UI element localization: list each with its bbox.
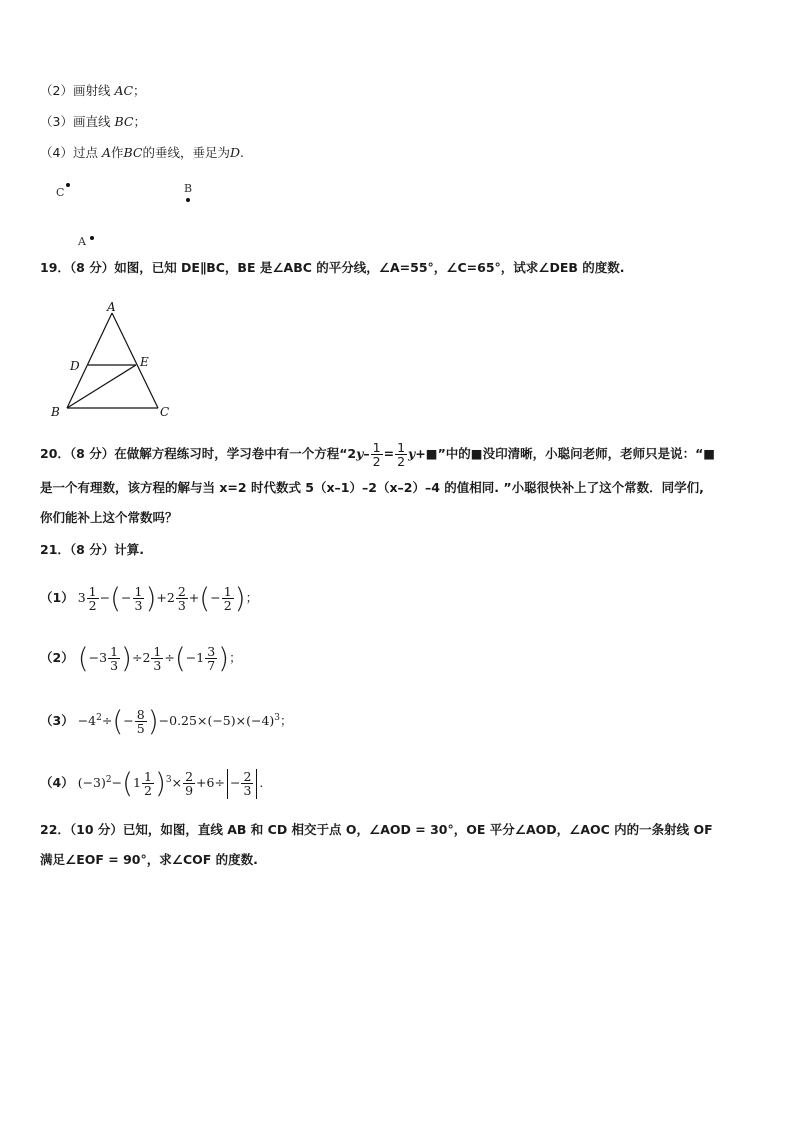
q20-line2: 是一个有理数，该方程的解与当 x=2 时代数式 5（x–1）–2（x–2）–4 的值相同. ”小聪很快补上了这个常数．同学们, xyxy=(40,480,704,495)
point-c-dot xyxy=(66,183,70,187)
point-b-dot xyxy=(186,198,190,202)
q21-expr-3: $(3) -4^2\div(-$ $\frac{8}{5}$ )$-0.25\times(-5)\times(-4)^3$； xyxy=(40,704,293,738)
q21-expr-4: （4） $(-3)^2-(1$ $\frac{1}{2}$ )$^3$× $\frac{2}{9}$ +6÷ − $\frac{2}{3}$ . xyxy=(40,766,264,800)
q19-text: 19．（8 分）如图，已知 DE∥BC，BE 是∠ABC 的平分线，∠A=55°，∠C=65°，试求∠DEB 的度数. xyxy=(40,260,625,275)
q18-item-3: （3）画直线 BC； xyxy=(40,114,146,129)
point-a-label: A xyxy=(78,235,86,248)
q19-triangle-figure xyxy=(45,295,185,425)
label-d: D xyxy=(70,359,80,373)
q21-expr-2: （2） (−3 $\frac{1}{3}$ )÷2 $\frac{1}{3}$ ÷(−1 $\frac{3}{7}$ )； xyxy=(40,641,242,675)
q20-line3: 你们能补上这个常数吗？ xyxy=(40,510,178,525)
point-a-dot xyxy=(90,236,94,240)
label-b: B xyxy=(51,405,60,419)
q22-line2: 满足∠EOF = 90°，求∠COF 的度数. xyxy=(40,852,258,867)
label-a: A xyxy=(107,300,116,314)
q18-item-4: （4）过点 A作BC的垂线，垂足为D. xyxy=(40,145,245,160)
side-ac xyxy=(112,313,158,408)
q22-line1: 22．（10 分）已知，如图，直线 AB 和 CD 相交于点 O，∠AOD = 30°，OE 平分∠AOD，∠AOC 内的一条射线 OF xyxy=(40,822,713,837)
q21-title: 21．（8 分）计算. xyxy=(40,542,144,557)
q18-item-2: （2）画射线 AC； xyxy=(40,83,146,98)
label-c: C xyxy=(160,405,170,419)
point-b-label: B xyxy=(184,182,193,195)
q20-line1: 20．（8 分）在做解方程练习时，学习卷中有一个方程“2y– $\frac{1}{2}$ = $\frac{1}{2}$ y+■”中的■没印清晰，小聪问老师，老师只是说：“■ xyxy=(40,440,716,469)
label-e: E xyxy=(140,355,149,369)
point-c-label: C xyxy=(56,186,65,199)
q21-expr-1: （1） 3 $\frac{1}{2}$ −(− $\frac{1}{3}$ )+2 $\frac{2}{3}$ +(− $\frac{1}{2}$ )； xyxy=(40,581,259,615)
